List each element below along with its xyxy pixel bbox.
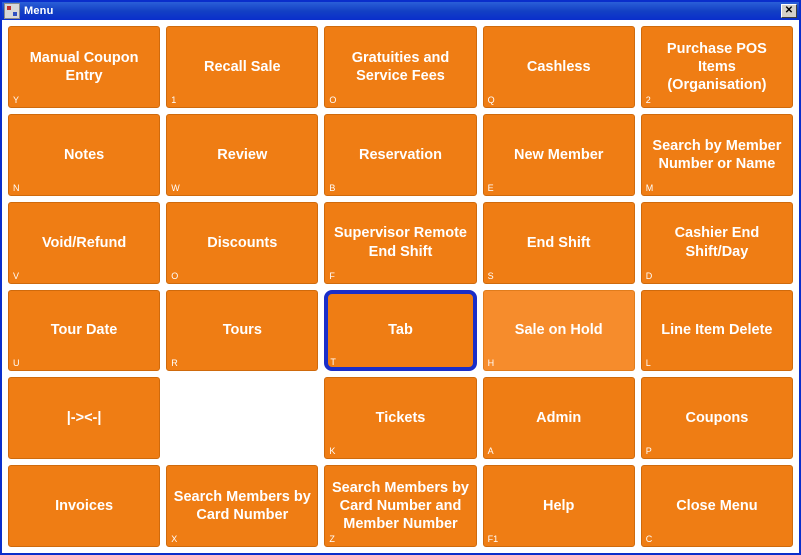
menu-button-label: Search Members by Card Number and Member Number [331,479,469,533]
menu-button-tab[interactable] [324,290,476,372]
menu-button-label: Search Members by Card Number [173,488,311,524]
menu-button-label: Tour Date [50,322,118,339]
menu-button-end-shift[interactable] [483,202,635,284]
menu-button-hotkey: R [171,358,178,369]
menu-button-label: Help [542,498,575,515]
menu-button-hotkey: W [171,182,180,193]
menu-button-label: Void/Refund [41,234,127,251]
menu-button-grid [2,20,799,553]
menu-button-reservation[interactable] [324,114,476,196]
menu-button-cashless[interactable] [483,26,635,108]
menu-button-label: Close Menu [676,498,758,515]
menu-button-label: Sale on Hold [514,322,603,339]
menu-button-hotkey: A [487,446,494,457]
menu-button-label: |-><-| [66,410,102,427]
menu-button-label: Coupons [685,410,749,427]
menu-button-hotkey: T [330,357,336,368]
menu-button-hotkey: F [329,270,335,281]
menu-button-hotkey: D [645,270,653,281]
menu-button-notes[interactable] [8,114,160,196]
menu-button-manual-coupon-entry[interactable] [8,26,160,108]
menu-button-label: Reservation [358,146,442,163]
menu-button-label: Search by Member Number or Name [652,137,782,172]
menu-button-discounts[interactable] [166,202,318,284]
menu-button-label: New Member [513,146,604,163]
menu-button-hotkey: X [171,534,178,544]
menu-button-label: Admin [536,410,582,427]
menu-button-label: Supervisor Remote End Shift [334,225,467,260]
title-bar [2,2,799,20]
menu-button-label: Tours [222,322,262,339]
menu-button-review[interactable] [166,114,318,196]
menu-button-tours[interactable] [166,290,318,372]
menu-button-label: Line Item Delete [661,322,773,339]
menu-button-hotkey: F1 [487,534,499,544]
menu-button-help[interactable] [483,465,635,547]
app-icon [4,3,20,19]
menu-button-label: Purchase POS Items (Organisation) [666,40,767,93]
menu-button-label: Recall Sale [204,58,281,75]
menu-button-hotkey: E [487,182,494,193]
menu-button-hotkey: K [329,446,336,457]
menu-button-hotkey: L [645,358,651,369]
menu-button-sale-on-hold[interactable] [483,290,635,372]
close-icon[interactable]: ✕ [781,4,797,18]
menu-button-hotkey: P [645,446,652,457]
menu-button-label: Cashless [526,58,591,75]
menu-button-cashier-end-shift-day[interactable] [641,202,793,284]
menu-button-admin[interactable] [483,377,635,459]
window-title: Menu [24,5,54,17]
menu-button-label: Tab [388,322,413,339]
menu-button-new-member[interactable] [483,114,635,196]
menu-button-hotkey: O [171,270,179,281]
menu-button-search-members-by-card-number[interactable] [166,465,318,547]
menu-button-supervisor-remote-end-shift[interactable] [324,202,476,284]
menu-cell-empty [166,377,318,459]
menu-button-label: Review [217,146,268,163]
menu-button-hotkey: B [329,182,336,193]
menu-button-label: Manual Coupon Entry [29,49,139,84]
menu-button-label: Discounts [207,234,278,251]
menu-button-label: End Shift [526,234,591,251]
menu-button-recall-sale[interactable] [166,26,318,108]
menu-button-hotkey: Z [329,534,335,544]
menu-button-label: Invoices [55,498,114,515]
menu-button-label: Notes [63,146,105,163]
menu-button-void-refund[interactable] [8,202,160,284]
menu-button-hotkey: Q [487,94,495,105]
menu-button-hotkey: H [487,358,495,369]
menu-button-gratuities-and-service-fees[interactable] [324,26,476,108]
menu-button-hotkey: N [13,182,20,193]
menu-button-hotkey: M [645,182,654,193]
menu-button-purchase-pos-items-organisation[interactable] [641,26,793,108]
menu-button-hotkey: 2 [645,94,651,105]
menu-button-label: Cashier End Shift/Day [674,225,760,260]
menu-button-hotkey: S [487,270,494,281]
menu-button-label: Tickets [375,410,426,427]
menu-button-coupons[interactable] [641,377,793,459]
menu-button-hotkey: V [13,270,20,281]
menu-button-close-menu[interactable] [641,465,793,547]
menu-button-invoices[interactable] [8,465,160,547]
menu-button-hotkey: C [645,534,653,544]
menu-button-hotkey: U [13,358,20,369]
menu-button-search-by-member-number-or-name[interactable] [641,114,793,196]
menu-button-tickets[interactable] [324,377,476,459]
menu-button-empty[interactable] [8,377,160,459]
menu-button-tour-date[interactable] [8,290,160,372]
menu-button-label: Gratuities and Service Fees [351,49,450,84]
menu-button-hotkey: Y [13,94,20,105]
menu-button-line-item-delete[interactable] [641,290,793,372]
menu-button-search-members-by-card-number-and-member-number[interactable] [324,465,476,547]
menu-button-hotkey: O [329,94,337,105]
menu-button-hotkey: 1 [171,94,177,105]
